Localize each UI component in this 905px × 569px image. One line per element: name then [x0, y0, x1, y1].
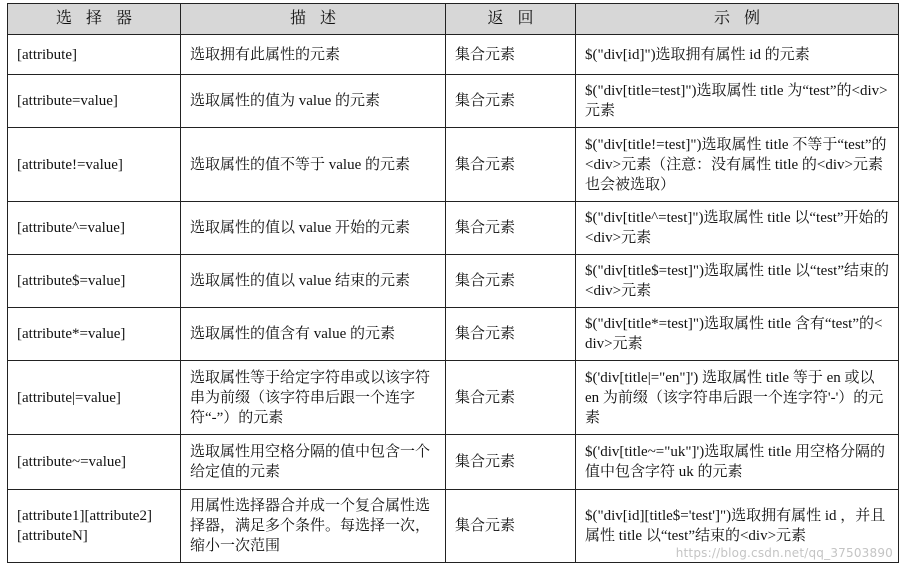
returns-cell: 集合元素 — [446, 490, 576, 563]
description-cell: 选取拥有此属性的元素 — [181, 35, 446, 75]
returns-cell: 集合元素 — [446, 308, 576, 361]
table-row — [8, 308, 899, 361]
table-row — [8, 128, 899, 202]
selector-cell: [attribute$=value] — [8, 255, 181, 308]
selector-cell: [attribute*=value] — [8, 308, 181, 361]
example-cell: $("div[title$=test]")选取属性 title 以“test”结束的<div>元素 — [576, 255, 899, 308]
returns-cell: 集合元素 — [446, 75, 576, 128]
header-example: 示例 — [576, 4, 899, 35]
selector-cell: [attribute!=value] — [8, 128, 181, 202]
returns-cell: 集合元素 — [446, 202, 576, 255]
example-cell: $("div[title!=test]")选取属性 title 不等于“test”的<div>元素（注意：没有属性 title 的<div>元素也会被选取） — [576, 128, 899, 202]
table-row — [8, 435, 899, 490]
selector-cell: [attribute=value] — [8, 75, 181, 128]
example-cell: $("div[title^=test]")选取属性 title 以“test”开始的<div>元素 — [576, 202, 899, 255]
returns-cell: 集合元素 — [446, 435, 576, 490]
description-cell: 选取属性用空格分隔的值中包含一个给定值的元素 — [181, 435, 446, 490]
table-row — [8, 255, 899, 308]
description-cell: 选取属性的值含有 value 的元素 — [181, 308, 446, 361]
example-cell: $("div[id][title$='test']")选取拥有属性 id ，并且属性 title 以“test”结束的<div>元素 — [576, 490, 899, 563]
header-selector: 选择器 — [8, 4, 181, 35]
table-row — [8, 75, 899, 128]
returns-cell: 集合元素 — [446, 35, 576, 75]
example-cell: $("div[title*=test]")选取属性 title 含有“test”的< div>元素 — [576, 308, 899, 361]
selector-cell: [attribute^=value] — [8, 202, 181, 255]
returns-cell: 集合元素 — [446, 361, 576, 435]
selector-cell: [attribute~=value] — [8, 435, 181, 490]
example-cell: $('div[title~="uk"]')选取属性 title 用空格分隔的值中包含字符 uk 的元素 — [576, 435, 899, 490]
table-row — [8, 361, 899, 435]
header-row — [8, 4, 899, 35]
header-returns: 返回 — [446, 4, 576, 35]
description-cell: 选取属性的值以 value 结束的元素 — [181, 255, 446, 308]
attribute-selector-table — [7, 3, 899, 563]
description-cell: 选取属性的值以 value 开始的元素 — [181, 202, 446, 255]
example-cell: $('div[title|="en"]') 选取属性 title 等于 en 或以 en 为前缀（该字符串后跟一个连字符'-'）的元素 — [576, 361, 899, 435]
example-cell: $("div[id]")选取拥有属性 id 的元素 — [576, 35, 899, 75]
watermark-url: https://blog.csdn.net/qq_37503890 — [675, 546, 893, 560]
description-cell: 选取属性的值为 value 的元素 — [181, 75, 446, 128]
description-cell: 选取属性的值不等于 value 的元素 — [181, 128, 446, 202]
table-row — [8, 202, 899, 255]
example-cell: $("div[title=test]")选取属性 title 为“test”的<div>元素 — [576, 75, 899, 128]
selector-cell: [attribute|=value] — [8, 361, 181, 435]
returns-cell: 集合元素 — [446, 255, 576, 308]
selector-cell: [attribute] — [8, 35, 181, 75]
description-cell: 选取属性等于给定字符串或以该字符串为前缀（该字符串后跟一个连字符“-”）的元素 — [181, 361, 446, 435]
description-cell: 用属性选择器合并成一个复合属性选择器，满足多个条件。每选择一次，缩小一次范围 — [181, 490, 446, 563]
returns-cell: 集合元素 — [446, 128, 576, 202]
selector-cell: [attribute1][attribute2] [attributeN] — [8, 490, 181, 563]
header-description: 描述 — [181, 4, 446, 35]
table-row — [8, 35, 899, 75]
